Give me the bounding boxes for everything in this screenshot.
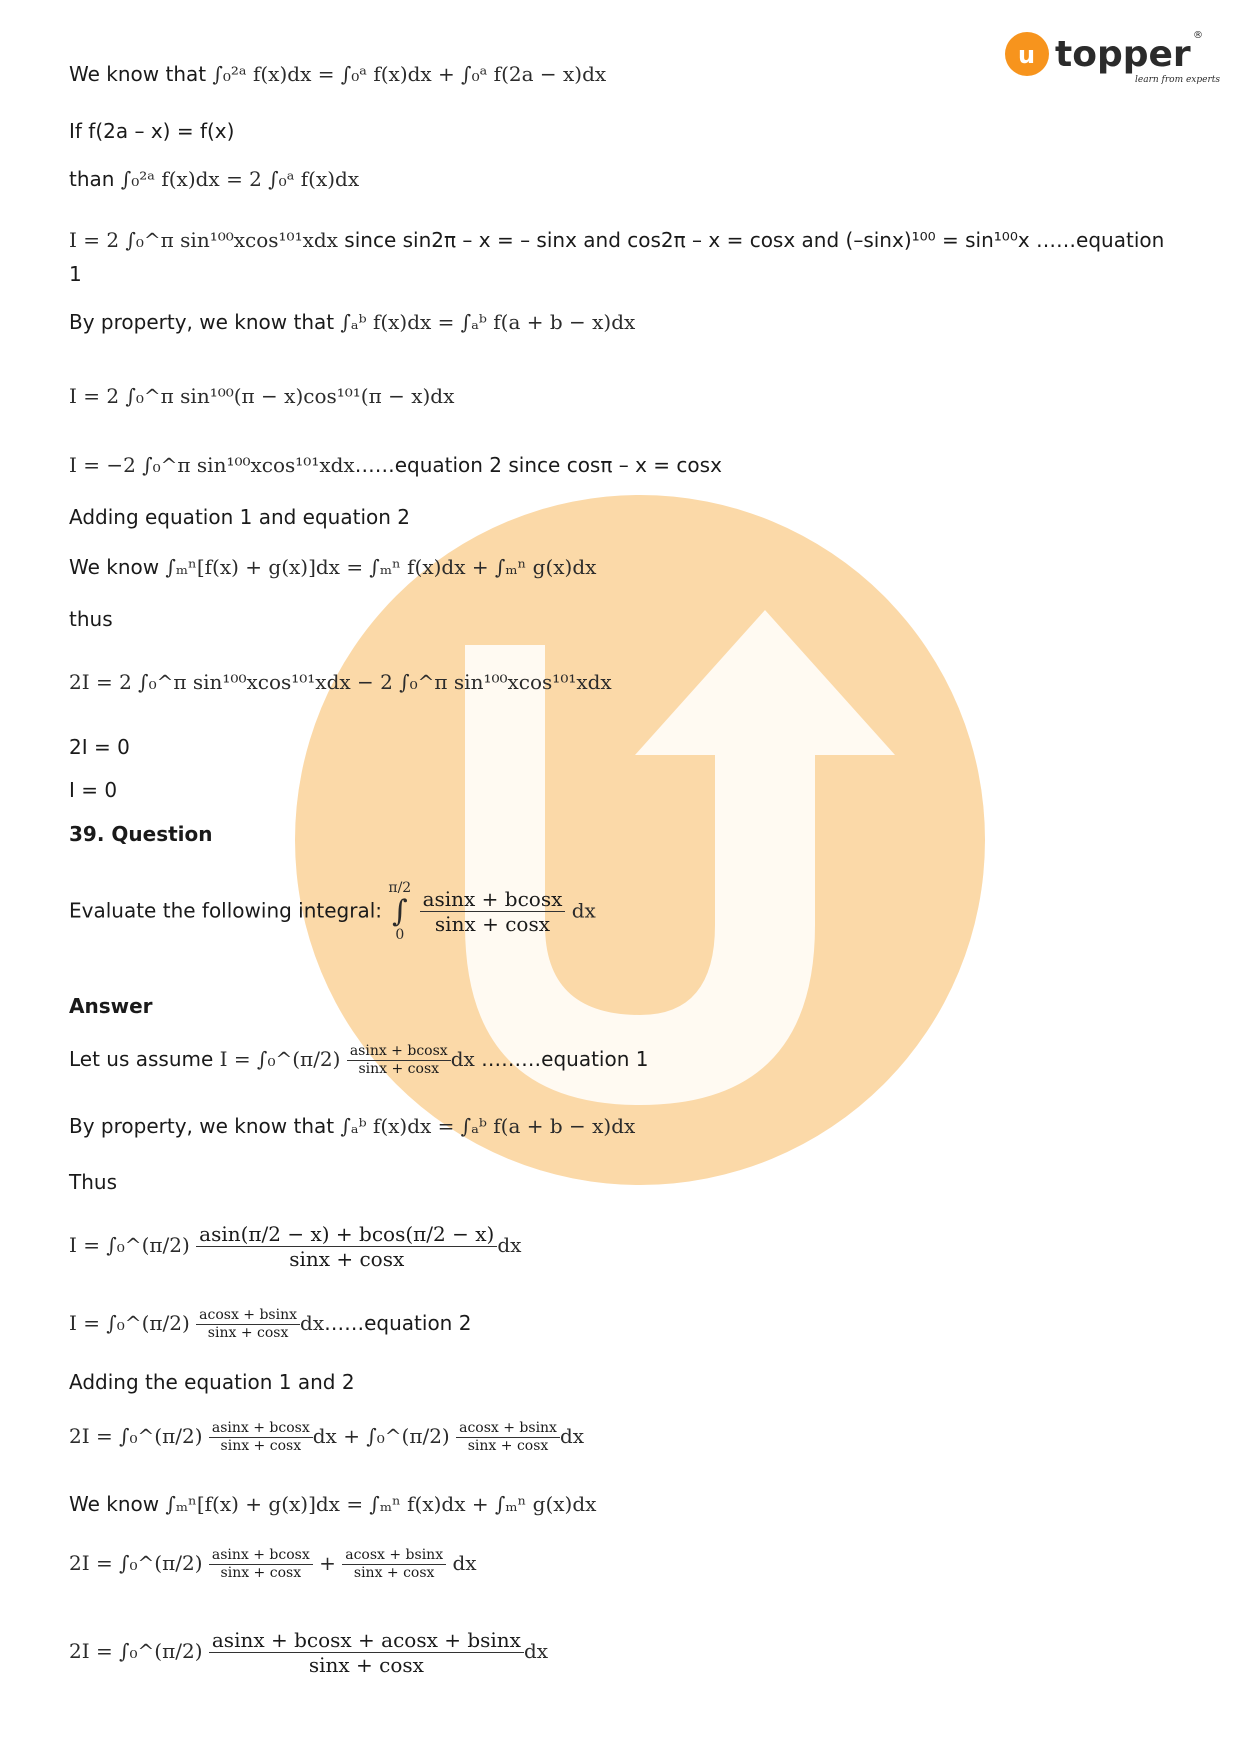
line-I-eq1: I = 2 ∫₀^π sin¹⁰⁰xcos¹⁰¹xdx since sin2π – x = – sinx and cos2π – x = cosx and (–sinx)¹⁰⁰ = sin¹⁰⁰x ……equation bbox=[69, 228, 1165, 252]
line-2I: 2I = 2 ∫₀^π sin¹⁰⁰xcos¹⁰¹xdx − 2 ∫₀^π sin¹⁰⁰xcos¹⁰¹xdx bbox=[69, 670, 612, 694]
line-we-know-2: We know ∫ₘⁿ[f(x) + g(x)]dx = ∫ₘⁿ f(x)dx + ∫ₘⁿ g(x)dx bbox=[69, 1492, 597, 1516]
line-I-eq1-cont: 1 bbox=[69, 262, 82, 286]
line-let-assume: Let us assume I = ∫₀^(π/2) $\frac{asinx + bcosx}{\sin x + \cos x}$ dx ………equation 1 bbox=[69, 1043, 649, 1077]
line-I-eq2: I = −2 ∫₀^π sin¹⁰⁰xcos¹⁰¹xdx……equation 2 since cosπ – x = cosx bbox=[69, 453, 722, 477]
svg-text:topper: topper bbox=[1055, 34, 1191, 75]
line-property-2: By property, we know that ∫ₐᵇ f(x)dx = ∫ₐᵇ f(a + b − x)dx bbox=[69, 1114, 636, 1138]
line-2I-sum: 2I = ∫₀^(π/2) $\frac{asinx + bcosx}{\sin x + \cos x}$ dx + ∫₀^(π/2) $\frac{acosx + bsinx}{\sin x + \cos x}$ dx bbox=[69, 1420, 585, 1454]
line-2I-final: 2I = ∫₀^(π/2) $\frac{asinx + bcosx + acosx + bsinx}{\sin x + \cos x}$ dx bbox=[69, 1628, 549, 1677]
line-than: than ∫₀²ᵃ f(x)dx = 2 ∫₀ᵃ f(x)dx bbox=[69, 167, 360, 191]
svg-text:®: ® bbox=[1193, 30, 1203, 41]
line-know-that: We know that ∫₀²ᵃ f(x)dx = ∫₀ᵃ f(x)dx + ∫₀ᵃ f(2a − x)dx bbox=[69, 62, 607, 86]
line-2I-zero: 2I = 0 bbox=[69, 735, 130, 759]
question-heading: 39. Question bbox=[69, 822, 213, 846]
line-I-zero: I = 0 bbox=[69, 778, 118, 802]
line-property: By property, we know that ∫ₐᵇ f(x)dx = ∫ₐᵇ f(a + b − x)dx bbox=[69, 310, 636, 334]
svg-text:u: u bbox=[1018, 41, 1036, 69]
question-text: Evaluate the following integral: π/2 ∫ 0 $\frac{asinx + bcosx}{\sin x + \cos x}$ dx bbox=[69, 880, 596, 943]
answer-heading: Answer bbox=[69, 994, 153, 1018]
line-I-eq2-b: I = ∫₀^(π/2) $\frac{acosx + bsinx}{\sin x + \cos x}$ dx……equation 2 bbox=[69, 1307, 472, 1341]
line-thus: thus bbox=[69, 607, 113, 631]
line-thus-2: Thus bbox=[69, 1170, 117, 1194]
watermark-logo bbox=[295, 495, 985, 1185]
line-2I-combined: 2I = ∫₀^(π/2) $\frac{asinx + bcosx}{\sin x + \cos x}$ + $\frac{acosx + bsinx}{\sin x + \cos x}$ dx bbox=[69, 1547, 477, 1581]
svg-text:learn from experts: learn from experts bbox=[1135, 75, 1221, 85]
topper-logo bbox=[1005, 28, 1221, 88]
line-we-know: We know ∫ₘⁿ[f(x) + g(x)]dx = ∫ₘⁿ f(x)dx + ∫ₘⁿ g(x)dx bbox=[69, 555, 597, 579]
line-if: If f(2a – x) = f(x) bbox=[69, 119, 235, 143]
line-adding-2: Adding the equation 1 and 2 bbox=[69, 1370, 355, 1394]
line-I-sub: I = 2 ∫₀^π sin¹⁰⁰(π − x)cos¹⁰¹(π − x)dx bbox=[69, 384, 455, 408]
line-adding: Adding equation 1 and equation 2 bbox=[69, 505, 410, 529]
line-I-sub-2: I = ∫₀^(π/2) $\frac{asin(\pi/2 - x) + bcos(\pi/2 - x)}{\sin x + \cos x}$ dx bbox=[69, 1222, 522, 1271]
